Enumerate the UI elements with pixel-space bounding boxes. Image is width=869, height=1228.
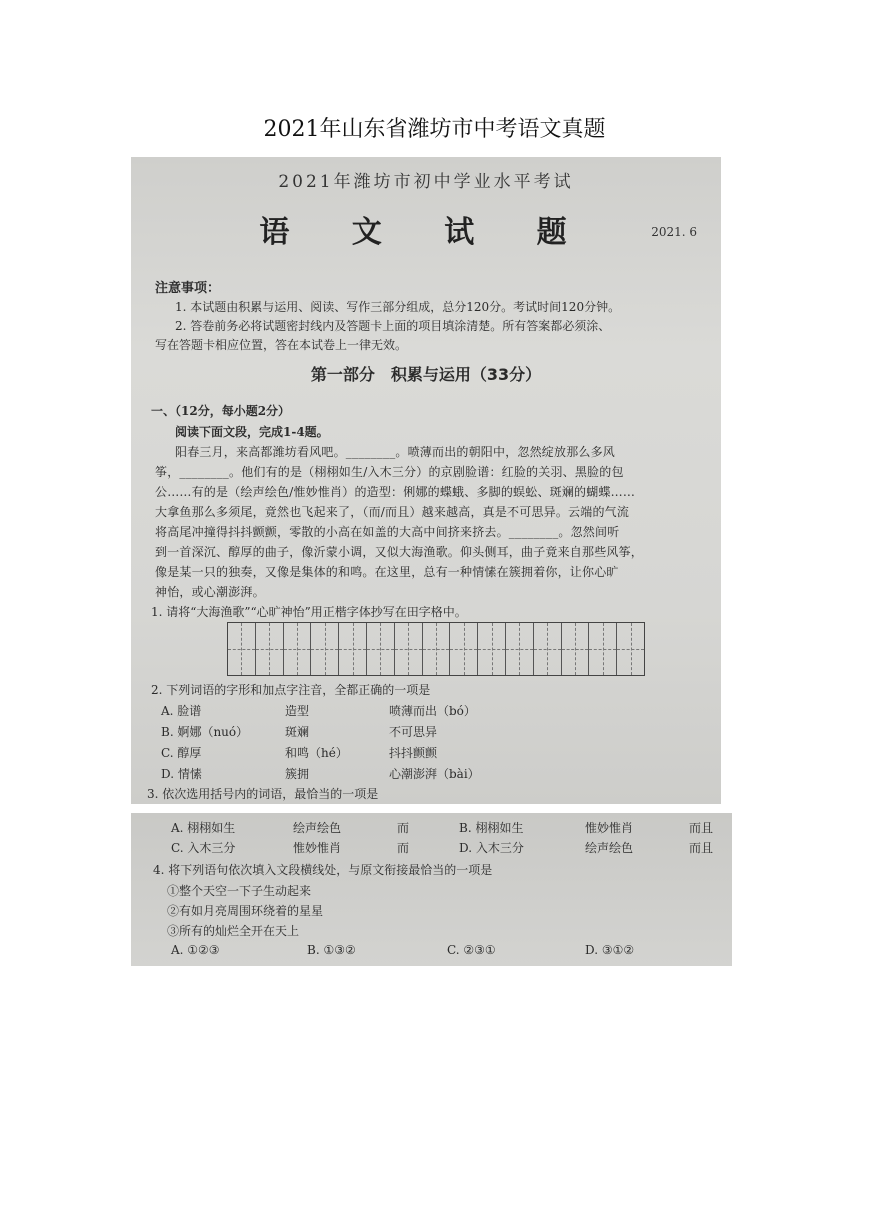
note-item: 2. 答卷前务必将试题密封线内及答题卡上面的项目填涂清楚。所有答案都必须涂、 [175, 319, 611, 333]
exam-photo-bottom [131, 813, 732, 966]
question-1: 1. 请将“大海渔歌”“心旷神怡”用正楷字体抄写在田字格中。 [151, 605, 467, 619]
part-heading: 第一部分 积累与运用（33分） [310, 365, 542, 384]
passage-line: 神怡，或心潮澎湃。 [155, 585, 265, 599]
q4-item: ②有如月亮周围环绕着的星星 [167, 904, 324, 918]
q3-option: 惟妙惟肖 [293, 841, 342, 855]
exam-title: 语 文 试 题 [259, 215, 593, 250]
q2-option: 斑斓 [285, 725, 310, 739]
notes-heading: 注意事项： [155, 281, 221, 296]
passage-line: 筝，________。他们有的是（栩栩如生/入木三分）的京剧脸谱：红脸的关羽、黑脸的包 [155, 465, 624, 479]
question-4: 4. 将下列语句依次填入文段横线处，与原文衔接最恰当的一项是 [153, 863, 493, 877]
question-3: 3. 依次选用括号内的词语，最恰当的一项是 [147, 787, 379, 801]
q2-option: 抖抖颤颤 [389, 746, 438, 760]
exam-photo-top [131, 157, 721, 804]
q3-option: 而且 [689, 821, 714, 835]
passage-line: 阳春三月，来高都潍坊看风吧。________。喷薄而出的朝阳中，忽然绽放那么多风 [175, 445, 616, 459]
q3-option: 而 [397, 841, 410, 855]
q3-option: 绘声绘色 [293, 821, 342, 835]
passage-line: 到一首深沉、醇厚的曲子，像沂蒙小调，又似大海渔歌。仰头侧耳，曲子竟来自那些风筝， [155, 545, 644, 559]
writing-grid [227, 622, 645, 676]
passage-line: 大拿鱼那么多须尾，竟然也飞起来了，（而/而且）越来越高，真是不可思异。云端的气流 [155, 505, 630, 519]
q2-option: 和鸣（hé） [285, 746, 348, 760]
question-2: 2. 下列词语的字形和加点字注音，全都正确的一项是 [151, 683, 431, 697]
q4-option: D. ③①② [585, 943, 635, 957]
passage-line: 像是某一只的独奏，又像是集体的和鸣。在这里，总有一种情愫在簇拥着你，让你心旷 [155, 565, 619, 579]
q2-option: B. 婀娜（nuó） [161, 725, 249, 739]
q2-option: 心潮澎湃（bài） [389, 767, 480, 781]
section-heading: 一、（12分，每小题2分） [151, 404, 291, 418]
q2-option: 不可思异 [389, 725, 438, 739]
q2-option: A. 脸谱 [161, 704, 202, 718]
q2-option: D. 情愫 [161, 767, 202, 781]
note-item: 1. 本试题由积累与运用、阅读、写作三部分组成，总分120分。考试时间120分钟。 [175, 300, 621, 314]
q2-option: 喷薄而出（bó） [389, 704, 476, 718]
note-item: 写在答题卡相应位置，答在本试卷上一律无效。 [155, 338, 408, 352]
q4-option: B. ①③② [307, 943, 356, 957]
q3-option: 惟妙惟肖 [585, 821, 634, 835]
q3-option: B. 栩栩如生 [459, 821, 524, 835]
q3-option: 而且 [689, 841, 714, 855]
passage-line: 公……有的是（绘声绘色/惟妙惟肖）的造型：俐娜的蝶蛾、多脚的蜈蚣、斑斓的蝴蝶…… [155, 485, 636, 499]
q3-option: D. 入木三分 [459, 841, 524, 855]
q4-option: C. ②③① [447, 943, 496, 957]
page-title: 2021年山东省潍坊市中考语文真题 [263, 117, 606, 142]
q3-option: C. 入木三分 [171, 841, 236, 855]
q2-option: 造型 [285, 704, 310, 718]
exam-subtitle: 2021年潍坊市初中学业水平考试 [278, 172, 574, 192]
q2-option: C. 醇厚 [161, 746, 202, 760]
q2-option: 簇拥 [285, 767, 310, 781]
q4-option: A. ①②③ [171, 943, 220, 957]
q3-option: 而 [397, 821, 410, 835]
q4-item: ③所有的灿烂全开在天上 [167, 924, 300, 938]
exam-date: 2021. 6 [651, 225, 697, 239]
q3-option: A. 栩栩如生 [171, 821, 236, 835]
q3-option: 绘声绘色 [585, 841, 634, 855]
q4-item: ①整个天空一下子生动起来 [167, 884, 312, 898]
instruction: 阅读下面文段，完成1-4题。 [175, 425, 329, 439]
passage-line: 将高尾冲撞得抖抖颤颤，零散的小高在如盖的大高中间挤来挤去。________。忽然间听 [155, 525, 620, 539]
